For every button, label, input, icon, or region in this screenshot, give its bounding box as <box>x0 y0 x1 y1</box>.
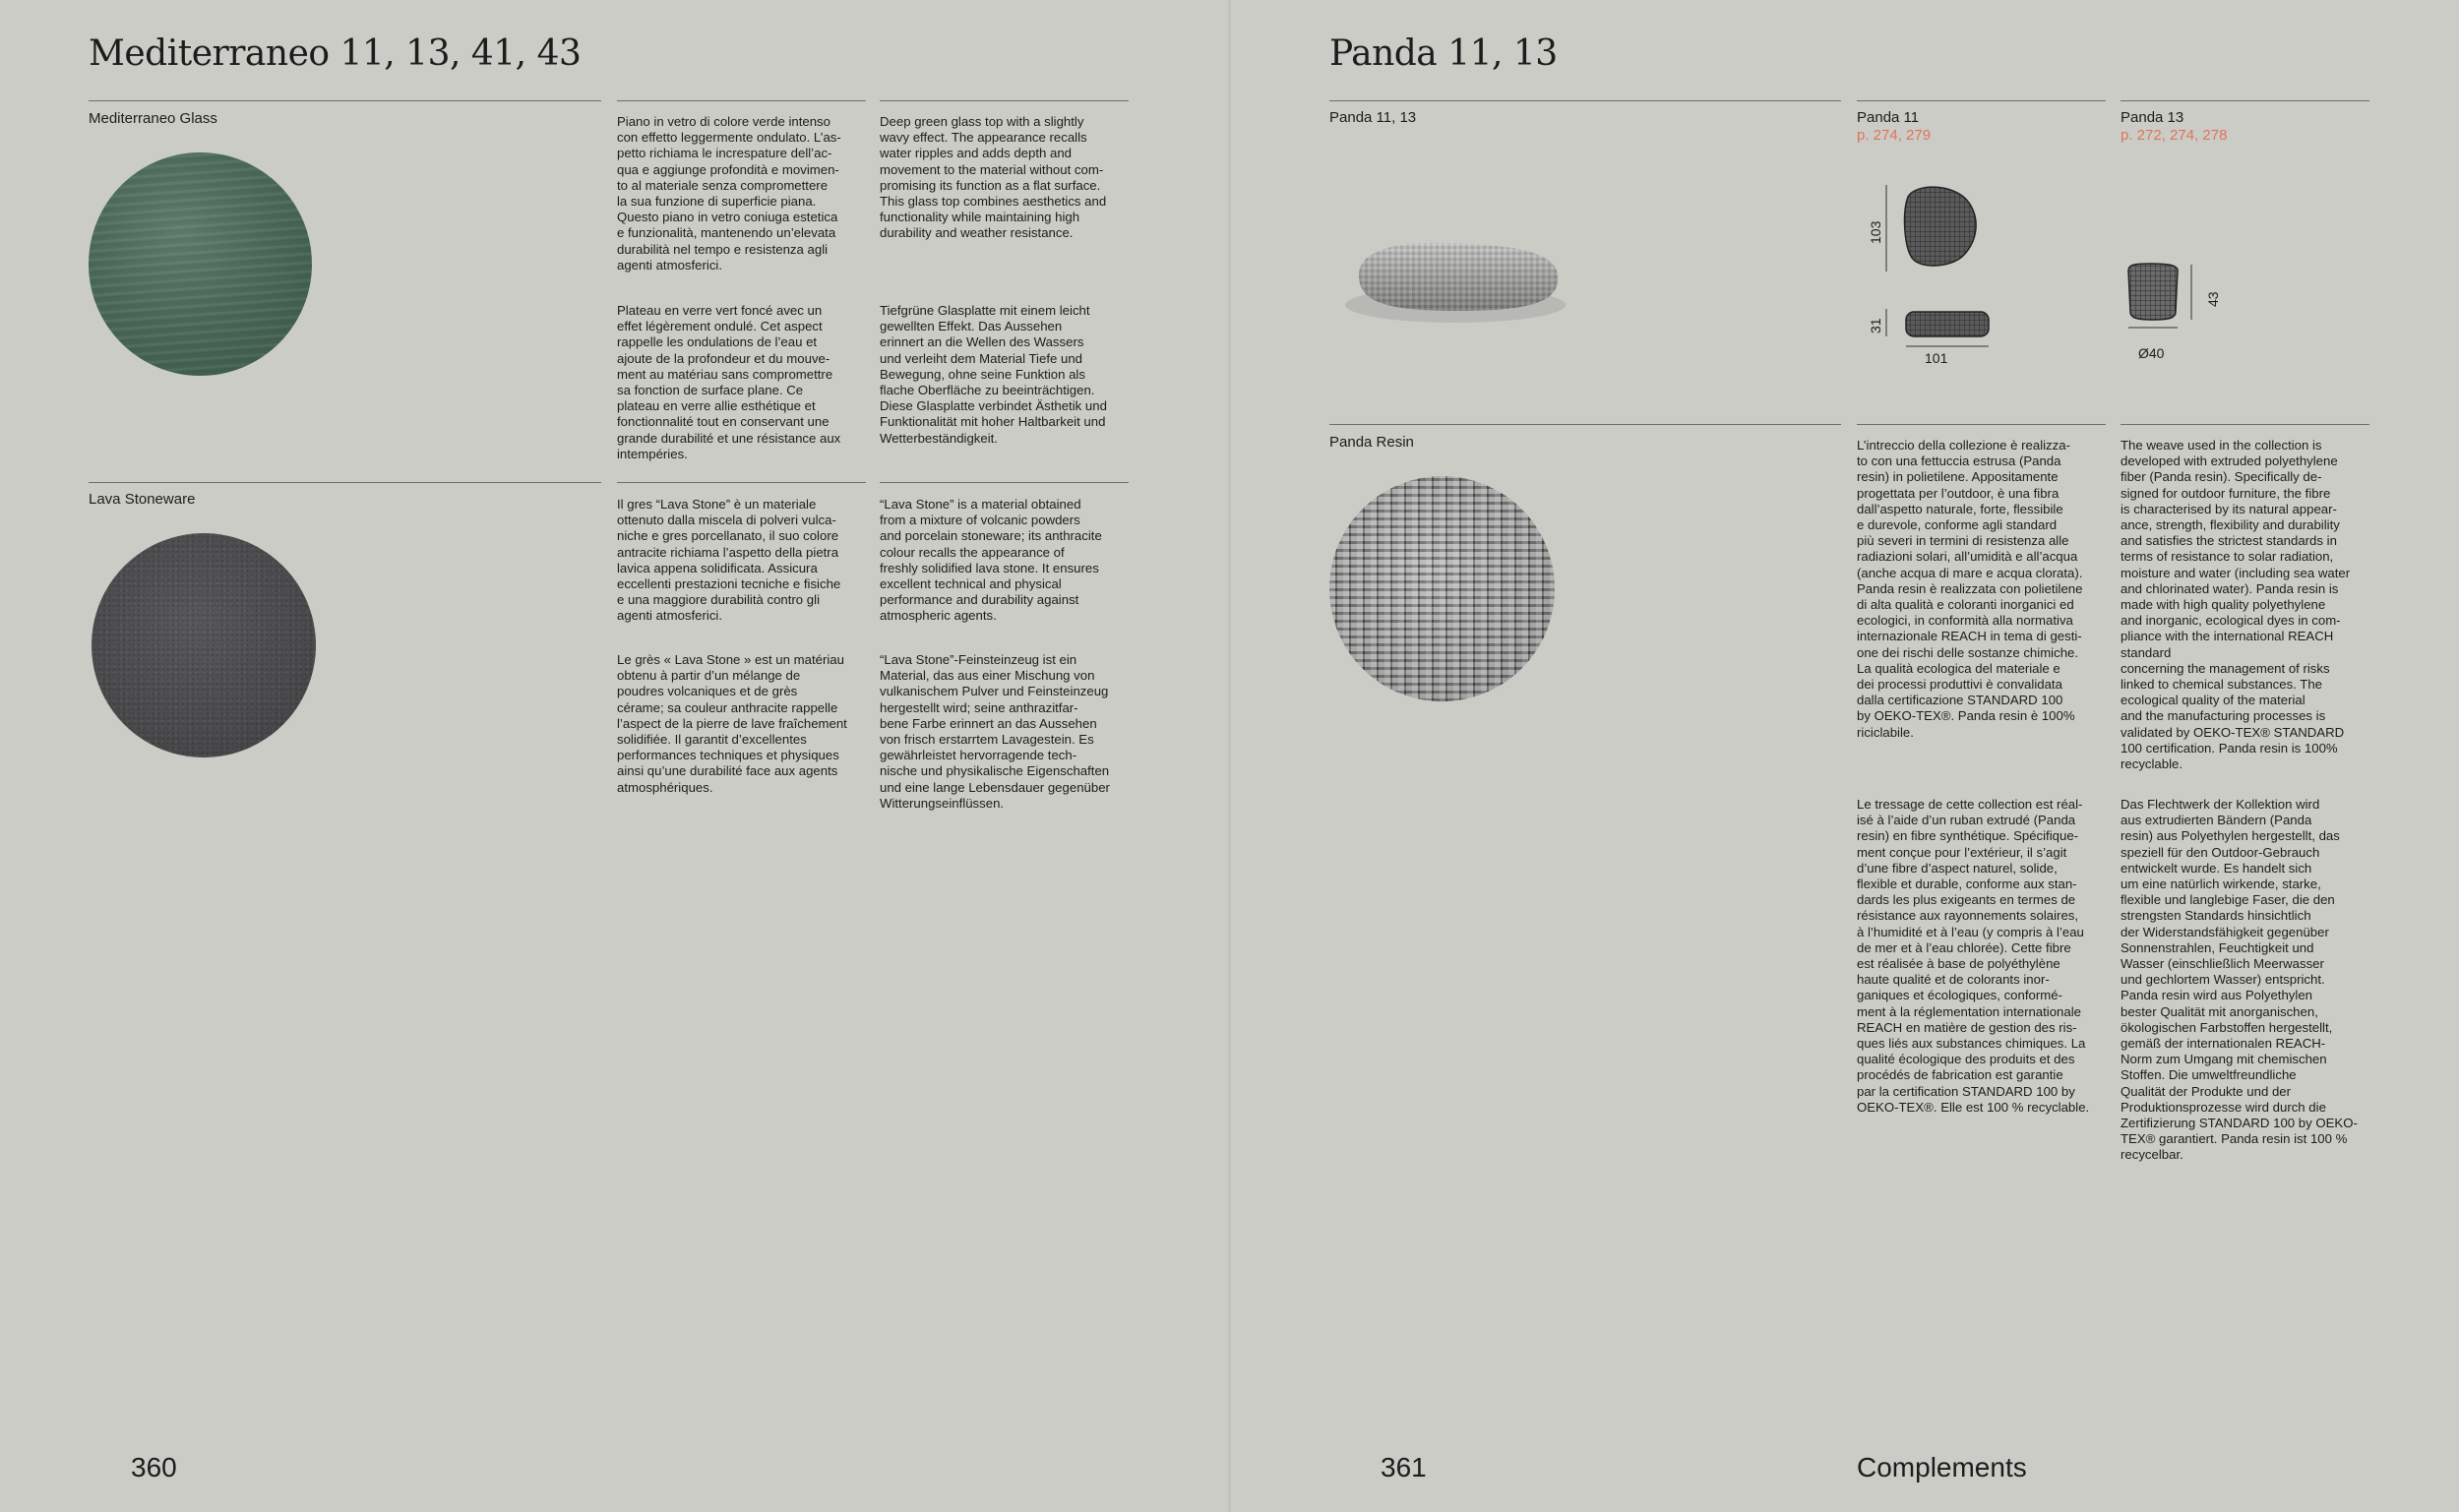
dim-depth: 103 <box>1868 220 1883 244</box>
section-rule <box>2121 424 2369 425</box>
dim-width: 101 <box>1925 350 1948 366</box>
page-title: Mediterraneo 11, 13, 41, 43 <box>89 33 582 74</box>
text-de: “Lava Stone”-Feinsteinzeug ist ein Material, das aus einer Mischung von vulkanischem Pulver und Feinsteinzeug hergestellt wird; seine anthrazitfar- bene Farbe erinnert an das Aussehen von frisch erstarrtem Lavagestein. Es gewährleistet hervorragende tech- nische und physikalische Eigenschaften und eine lange Lebensdauer gegenüber Witterungseinflüssen. <box>880 652 1110 811</box>
text-it: L’intreccio della collezione è realizza- to con una fettuccia estrusa (Panda resin) in polietilene. Appositamente progettata per l’outdoor, è una fibra dall’aspetto naturale, forte, flessibile e durevole, conforme agli standard più severi in termini di resistenza alle radiazioni solari, all’umidità e all’acqua (anche acqua di mare e acqua clorata). Panda resin è realizzata con polietilene di alta qualità e coloranti inorganici ed ecologici, in conformità alla normativa internazionale REACH in tema di gesti- one dei rischi delle sostanze chimiche. La qualità ecologica del materiale e dei processi produttivi è convalidata dalla certificazione STANDARD 100 by OEKO-TEX®. Panda resin è 100% riciclabile. <box>1857 438 2083 740</box>
material-label-stone: Lava Stoneware <box>89 491 196 508</box>
text-it: Il gres “Lava Stone” è un materiale ottenuto dalla miscela di polveri vulca- niche e gres porcellanato, il suo colore antracite richiama l’aspetto della pietra lavica appena solidificata. Assicura eccellenti prestazioni tecniche e fisiche e una maggiore durabilità contro gli agenti atmosferici. <box>617 497 841 624</box>
variant-page-ref: p. 274, 279 <box>1857 127 1932 144</box>
section-rule <box>89 482 601 483</box>
text-de: Tiefgrüne Glasplatte mit einem leicht gewellten Effekt. Das Aussehen erinnert an die Wellen des Wassers und verleiht dem Material Tiefe und Bewegung, ohne seine Funktion als flache Oberfläche zu beeinträchtigen. Diese Glasplatte verbindet Ästhetik und Funktionalität mit hoher Haltbarkeit und Wetterbeständigkeit. <box>880 303 1107 446</box>
section-rule <box>1329 100 1841 101</box>
section-rule <box>89 100 601 101</box>
section-rule <box>2121 100 2369 101</box>
lava-stone-swatch <box>92 533 316 757</box>
page-number: 360 <box>131 1452 177 1482</box>
material-label-glass: Mediterraneo Glass <box>89 110 217 127</box>
section-rule <box>1329 424 1841 425</box>
variant-name: Panda 13 <box>2121 109 2184 126</box>
text-fr: Plateau en verre vert foncé avec un effet légèrement ondulé. Cet aspect rappelle les ondulations de l’eau et ajoute de la profondeur et du mouve- ment au matériau sans compromettre sa fonction de surface plane. Ce plateau en verre allie esthétique et fonctionnalité tout en conservant une grande durabilité et une résistance aux intempéries. <box>617 303 841 461</box>
material-label-resin: Panda Resin <box>1329 434 1414 451</box>
section-rule <box>617 100 866 101</box>
text-it: Piano in vetro di colore verde intenso con effetto leggermente ondulato. L’as- petto richiama le increspature dell’ac- qua e aggiunge profondità e movimen- to al materiale senza compromettere la sua funzione di superficie piana. Questo piano in vetro coniuga estetica e funzionalità, mantenendo un’elevata durabilità nel tempo e resistenza agli agenti atmosferici. <box>617 114 841 272</box>
dim-height: 43 <box>2205 291 2221 307</box>
page-number: 361 <box>1381 1452 1427 1482</box>
section-rule <box>880 100 1129 101</box>
section-rule <box>880 482 1129 483</box>
variant-name: Panda 11 <box>1857 109 1920 126</box>
dim-height: 31 <box>1868 318 1883 333</box>
section-rule <box>617 482 866 483</box>
text-fr: Le grès « Lava Stone » est un matériau obtenu à partir d’un mélange de poudres volcaniques et de grès cérame; sa couleur anthracite rappelle l’aspect de la pierre de lave fraîchement solidifiée. Il garantit d’excellentes performances techniques et physiques ainsi qu’une durabilité face aux agents atmosphériques. <box>617 652 847 795</box>
panda-11-drawing <box>1861 177 1998 374</box>
product-label: Panda 11, 13 <box>1329 109 1417 126</box>
pouf-photo <box>1329 157 1585 369</box>
text-en: The weave used in the collection is developed with extruded polyethylene fiber (Panda resin). Specifically de- signed for outdoor furniture, the fibre is characterised by its natural appear- ance, strength, flexibility and durability and satisfies the strictest standards in terms of resistance to solar radiation, moisture and water (including sea water and chlorinated water). Panda resin is made with high quality polyethylene and inorganic, ecological dyes in com- pliance with the international REACH standard concerning the management of risks linked to chemical substances. The ecological quality of the material and the manufacturing processes is validated by OEKO-TEX® STANDARD 100 certification. Panda resin is 100% recyclable. <box>2121 438 2351 772</box>
variant-page-ref: p. 272, 274, 278 <box>2121 127 2228 144</box>
glass-swatch <box>89 152 312 376</box>
panda-resin-swatch <box>1329 476 1555 701</box>
text-en: Deep green glass top with a slightly wavy effect. The appearance recalls water ripples and adds depth and movement to the material without com- promising its function as a flat surface. This glass top combines aesthetics and functionality while maintaining high durability and weather resistance. <box>880 114 1107 241</box>
page-title: Panda 11, 13 <box>1329 33 1558 74</box>
dim-diameter: Ø40 <box>2138 345 2165 361</box>
right-page <box>1231 0 2459 1512</box>
text-de: Das Flechtwerk der Kollektion wird aus extrudierten Bändern (Panda resin) aus Polyethylen hergestellt, das speziell für den Outdoor-Gebrauch entwickelt wurde. Es handelt sich um eine natürlich wirkende, starke, flexible und langlebige Faser, die den strengsten Standards hinsichtlich der Widerstandsfähigkeit gegenüber Sonnenstrahlen, Feuchtigkeit und Wasser (einschließlich Meerwasser und gechlortem Wasser) entspricht. Panda resin wird aus Polyethylen bester Qualität mit anorganischen, ökologischen Farbstoffen hergestellt, gemäß der internationalen REACH- Norm zum Umgang mit chemischen Stoffen. Die umweltfreundliche Qualität der Produkte und der Produktionsprozesse wird durch die Zertifizierung STANDARD 100 by OEKO- TEX® garantiert. Panda resin ist 100 % recycelbar. <box>2121 797 2358 1163</box>
section-rule <box>1857 424 2106 425</box>
section-running-head: Complements <box>1857 1452 2027 1482</box>
section-rule <box>1857 100 2106 101</box>
text-en: “Lava Stone” is a material obtained from a mixture of volcanic powders and porcelain stoneware; its anthracite colour recalls the appearance of freshly solidified lava stone. It ensures excellent technical and physical performance and durability against atmospheric agents. <box>880 497 1102 624</box>
text-fr: Le tressage de cette collection est réal- isé à l’aide d’un ruban extrudé (Panda resin) en fibre synthétique. Spécifique- ment conçue pour l’extérieur, il s’agit d’une fibre d’aspect naturel, solide, flexible et durable, conforme aux stan- dards les plus exigeants en termes de résistance aux rayonnements solaires, à l’humidité et à l’eau (y compris à l’eau de mer et à l’eau chlorée). Cette fibre est réalisée à base de polyéthylène haute qualité et de colorants inor- ganiques et écologiques, conformé- ment à la réglementation internationale REACH en matière de gestion des ris- ques liés aux substances chimiques. La qualité écologique des produits et des procédés de fabrication est garantie par la certification STANDARD 100 by OEKO-TEX®. Elle est 100 % recyclable. <box>1857 797 2090 1115</box>
left-page <box>0 0 1228 1512</box>
